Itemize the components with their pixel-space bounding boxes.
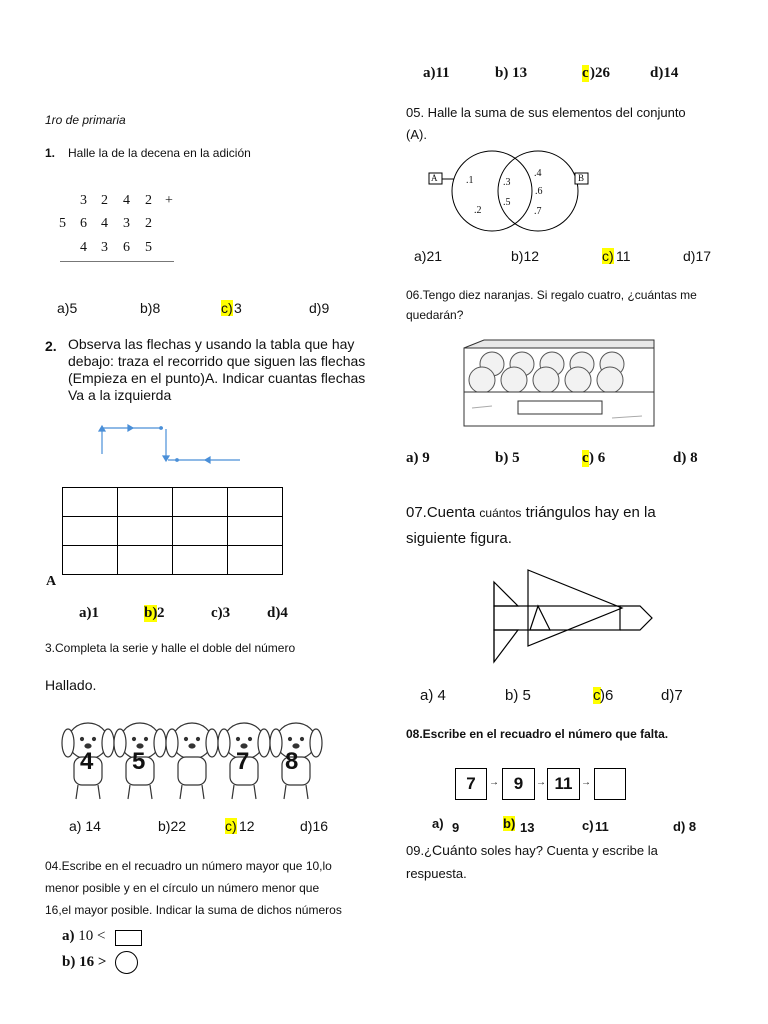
dog-number: 7 — [236, 748, 250, 775]
q8-text-part: 08.Escribe — [406, 727, 467, 741]
digit: 2 — [145, 193, 152, 208]
q3-text: 3.Completa la serie y halle el doble del número — [45, 641, 296, 655]
option-c-highlight[interactable]: c — [593, 687, 601, 704]
option-c-value: )6 — [600, 687, 614, 704]
digit: 3 — [101, 240, 108, 255]
answer-circle[interactable] — [115, 951, 138, 974]
q9-line-part: Cuánto — [432, 842, 478, 858]
sum-line — [60, 261, 174, 262]
digit: 4 — [80, 240, 87, 255]
q4-a-expression: 10 < — [78, 928, 106, 944]
option-d[interactable]: d)4 — [267, 605, 288, 621]
option-b[interactable]: b)8 — [140, 300, 161, 316]
digit: 4 — [101, 216, 108, 231]
q4-option-a — [62, 928, 105, 945]
option-c-highlight[interactable]: c — [582, 450, 589, 466]
q4-line: menor posible y en el círculo un número menor que — [45, 881, 320, 895]
grid-cell[interactable] — [118, 546, 173, 575]
set-element: .1 — [466, 175, 474, 186]
option-c-value: 11 — [595, 819, 609, 834]
grid-cell[interactable] — [228, 488, 283, 517]
set-element: .3 — [503, 177, 511, 188]
option-c-value: 3 — [234, 300, 242, 316]
digit: 2 — [101, 193, 108, 208]
option-d[interactable]: d) 8 — [673, 819, 697, 834]
option-a[interactable]: a) 14 — [69, 818, 101, 834]
option-c-value: ) 6 — [589, 450, 606, 466]
digit: 6 — [80, 216, 87, 231]
set-b-label: B — [578, 173, 585, 183]
option-a-value: 9 — [452, 820, 460, 835]
option-c-highlight[interactable]: c) — [602, 248, 614, 264]
option-d[interactable]: d)9 — [309, 300, 330, 316]
q9-line — [406, 839, 658, 862]
option-a[interactable]: a) 4 — [420, 687, 446, 704]
option-d[interactable]: d)7 — [661, 687, 683, 704]
option-c-label[interactable]: c) — [582, 818, 594, 833]
option-b-highlight[interactable]: b) — [144, 605, 158, 621]
set-element: .7 — [534, 206, 542, 217]
grid-cell[interactable] — [118, 488, 173, 517]
dog-number: 4 — [80, 748, 94, 775]
grid-cell[interactable] — [228, 546, 283, 575]
arrows-path-figure — [95, 420, 245, 470]
option-a[interactable]: a)21 — [414, 248, 443, 264]
q1-text: Halle la de la decena en la adición — [68, 146, 251, 160]
q6-line: quedarán? — [406, 308, 464, 322]
q4-a-label: a) — [62, 928, 75, 944]
q9-line: respuesta. — [406, 866, 467, 881]
grid-cell[interactable] — [173, 546, 228, 575]
option-c-highlight[interactable]: c) — [225, 818, 237, 834]
grid-table — [62, 487, 283, 575]
sequence-box: 11 — [547, 768, 580, 800]
grid-cell[interactable] — [63, 517, 118, 546]
q4-option-b: b) 16 > — [62, 954, 107, 970]
q5-text — [406, 102, 686, 146]
q2-text — [68, 336, 365, 404]
digit: 5 — [59, 216, 66, 231]
grid-cell[interactable] — [173, 517, 228, 546]
grid-cell[interactable] — [63, 546, 118, 575]
q5-line: (A). — [406, 127, 427, 142]
start-point-label: A — [46, 574, 57, 589]
q6-text — [406, 285, 697, 325]
digit: 3 — [123, 216, 130, 231]
q4-text — [45, 855, 342, 921]
q7-line: siguiente figura. — [406, 530, 512, 547]
option-c-value: 12 — [239, 818, 255, 834]
option-b-value: 2 — [157, 605, 165, 621]
q8-text-part: en el recuadro el número que falta. — [466, 727, 669, 741]
q4-line: 04.Escribe en el recuadro un número mayor que 10,lo — [45, 859, 332, 873]
set-element: .5 — [503, 197, 511, 208]
q2-line: Observa las flechas y usando la tabla que hay — [68, 336, 355, 352]
option-a[interactable]: a)1 — [79, 605, 99, 621]
q7-text — [406, 500, 656, 552]
set-element: .4 — [534, 168, 542, 179]
sequence-box: 7 — [455, 768, 487, 800]
triangles-figure — [490, 566, 656, 666]
grid-cell[interactable] — [63, 488, 118, 517]
q8-text — [406, 727, 668, 741]
q5-line: 05. Halle la suma de sus elementos del conjunto — [406, 105, 686, 120]
option-b[interactable]: b)22 — [158, 818, 187, 834]
option-c-highlight[interactable]: c) — [221, 300, 233, 316]
q1-number: 1. — [45, 146, 56, 160]
option-b[interactable]: b)12 — [511, 248, 540, 264]
option-a[interactable]: a) 9 — [406, 450, 430, 466]
q2-number: 2. — [45, 338, 57, 354]
arrow-right-icon: → — [489, 777, 499, 788]
grid-cell[interactable] — [228, 517, 283, 546]
grade-label: 1ro de primaria — [45, 113, 126, 127]
q7-line-part: 07.Cuenta — [406, 504, 480, 521]
sequence-box: 9 — [502, 768, 535, 800]
q7-line-small: cuántos — [479, 506, 522, 520]
option-b-highlight[interactable]: b) — [503, 816, 516, 831]
q4-line: 16,el mayor posible. Indicar la suma de dichos números — [45, 903, 342, 917]
q9-line-part: 09.¿ — [406, 843, 433, 858]
q7-line-part: triángulos hay en la — [521, 504, 656, 521]
option-b[interactable]: b) 5 — [495, 450, 520, 466]
digit: 5 — [145, 240, 152, 255]
grid-cell[interactable] — [118, 517, 173, 546]
option-b[interactable]: b) 5 — [505, 687, 531, 704]
q6-line: 06.Tengo diez naranjas. Si regalo cuatro, ¿cuántas me — [406, 288, 697, 302]
option-a-label[interactable]: a) — [432, 816, 444, 831]
answer-box[interactable] — [115, 930, 142, 946]
q9-text — [406, 839, 658, 885]
venn-circles — [425, 148, 595, 236]
dog-number: 5 — [132, 748, 146, 775]
option-c[interactable]: c)3 — [211, 605, 231, 621]
option-d[interactable]: d)16 — [300, 818, 329, 834]
q9-line-part: soles hay? Cuenta y escribe la — [477, 843, 658, 858]
option-c-value: )26 — [590, 65, 610, 81]
option-d[interactable]: d)17 — [683, 248, 712, 264]
arrow-right-icon: → — [536, 777, 546, 788]
q2-line: debajo: traza el recorrido que siguen las flechas — [68, 353, 366, 369]
grid-cell[interactable] — [173, 488, 228, 517]
plus-sign: + — [165, 193, 173, 208]
q7-line — [406, 500, 656, 526]
option-a[interactable]: a)5 — [57, 300, 78, 316]
arrow-right-icon: → — [581, 777, 591, 788]
option-b[interactable]: b) 13 — [495, 65, 528, 81]
q2-line: (Empieza en el punto)A. Indicar cuantas flechas — [68, 370, 366, 386]
digit: 3 — [80, 193, 87, 208]
option-c-value: 11 — [616, 248, 631, 264]
option-a[interactable]: a)11 — [423, 65, 450, 81]
option-c-highlight[interactable]: c — [582, 65, 589, 81]
option-d[interactable]: d)14 — [650, 65, 679, 81]
digit: 6 — [123, 240, 130, 255]
option-b-value: 13 — [520, 820, 535, 835]
set-element: .2 — [474, 205, 482, 216]
option-d[interactable]: d) 8 — [673, 450, 698, 466]
q2-line: Va a la izquierda — [68, 387, 172, 403]
digit: 4 — [123, 193, 130, 208]
missing-number-box[interactable] — [594, 768, 626, 800]
set-a-label: A — [431, 173, 438, 183]
dog-number: 8 — [285, 748, 299, 775]
set-element: .6 — [535, 186, 543, 197]
q3-text-2: Hallado. — [45, 677, 97, 693]
oranges-crate-image — [462, 338, 658, 428]
digit: 2 — [145, 216, 152, 231]
